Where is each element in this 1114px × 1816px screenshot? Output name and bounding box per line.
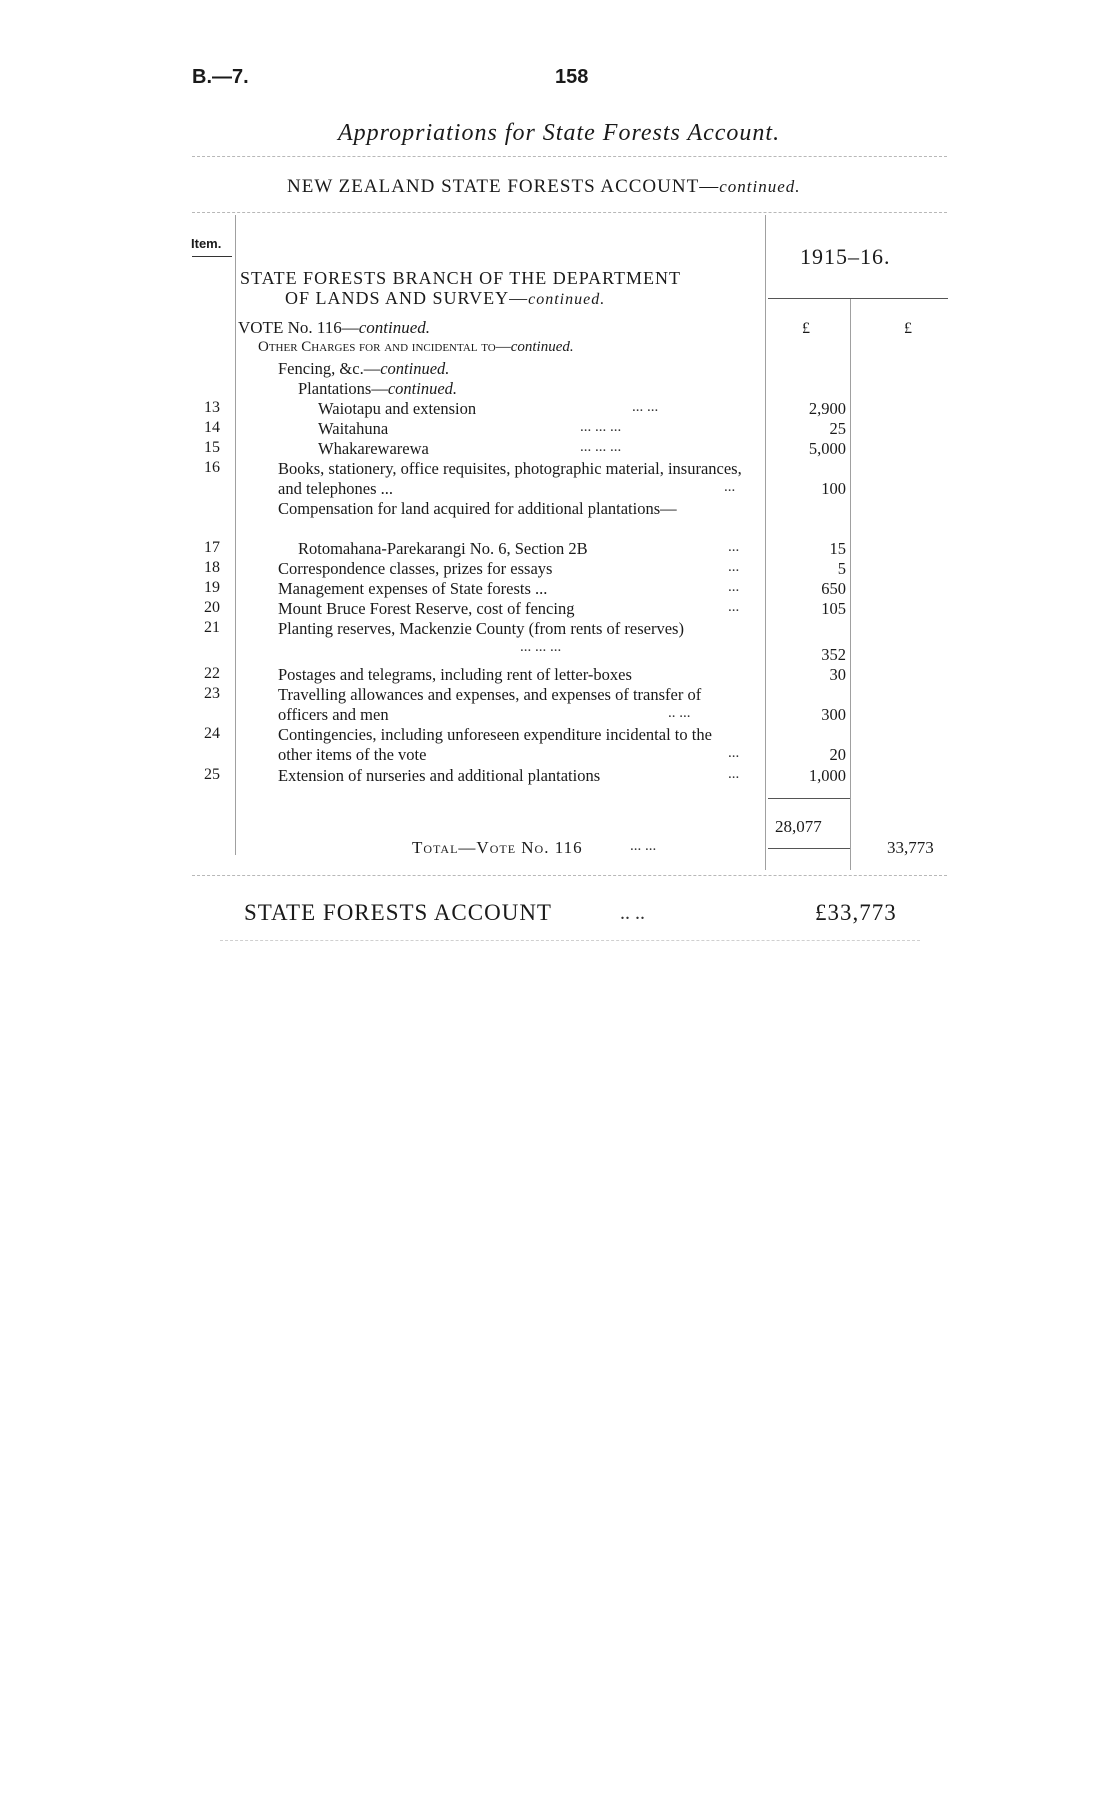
subtotal-rule <box>768 798 850 799</box>
leader-dots: ... <box>728 599 740 615</box>
item-amount: 25 <box>829 419 846 438</box>
leader-dots: ... <box>728 539 740 555</box>
item-amount: 105 <box>821 599 846 618</box>
leader-dots: ... ... ... <box>580 439 622 455</box>
divider-table-bottom <box>192 875 947 876</box>
total-leader-dots: ... ... <box>630 838 657 854</box>
document-reference: B.—7. <box>192 66 249 88</box>
year-header-underline <box>768 298 948 299</box>
item-label: Planting reserves, Mackenzie County (from rents of reserves) <box>278 619 684 638</box>
account-total-leader: .. .. <box>620 902 645 924</box>
divider-top <box>192 156 947 157</box>
divider-table-top <box>192 212 947 213</box>
item-amount: 352 <box>821 645 846 664</box>
compensation-heading: Compensation for land acquired for additional plantations— <box>278 499 677 518</box>
item-label: Waitahuna <box>318 419 389 438</box>
item-number: 22 <box>204 665 220 682</box>
item-number: 24 <box>204 725 220 742</box>
item-number: 16 <box>204 459 220 476</box>
account-total-label: STATE FORESTS ACCOUNT <box>244 900 552 925</box>
leader-dots: ... <box>724 479 736 495</box>
item-number: 17 <box>204 539 220 556</box>
item-amount: 1,000 <box>808 766 846 785</box>
item-amount: 100 <box>821 479 846 498</box>
item-number: 13 <box>204 399 220 416</box>
item-label: Books, stationery, office requisites, photographic material, insurances, and telephones ... <box>278 459 742 498</box>
leader-dots: ... ... <box>632 399 659 415</box>
account-heading: NEW ZEALAND STATE FORESTS ACCOUNT—continued. <box>287 176 801 197</box>
section-heading-line2: OF LANDS AND SURVEY—continued. <box>285 288 606 308</box>
item-amount: 5 <box>837 559 846 578</box>
currency-header-1: £ <box>802 320 810 337</box>
item-label: Management expenses of State forests ... <box>278 579 548 598</box>
item-number: 14 <box>204 419 220 436</box>
other-charges-heading: Other Charges for and incidental to—continued. <box>258 339 574 355</box>
item-label: Correspondence classes, prizes for essays <box>278 559 553 578</box>
item-number: 15 <box>204 439 220 456</box>
item-amount: 2,900 <box>808 399 846 418</box>
item-label: Extension of nurseries and additional plantations <box>278 766 601 785</box>
item-label: Travelling allowances and expenses, and expenses of transfer of officers and men <box>278 685 702 724</box>
item-number: 21 <box>204 619 220 636</box>
leader-dots: ... <box>728 766 740 782</box>
subtotal-amount: 28,077 <box>775 817 822 836</box>
divider-bottom <box>220 940 920 941</box>
item-number: 20 <box>204 599 220 616</box>
currency-header-2: £ <box>904 320 912 337</box>
item-number: 23 <box>204 685 220 702</box>
item-amount: 300 <box>821 705 846 724</box>
item-header-underline <box>192 256 232 257</box>
item-amount: 15 <box>829 539 846 558</box>
subtotal-column-rule <box>850 298 851 870</box>
item-number: 18 <box>204 559 220 576</box>
leader-dots: ... <box>728 559 740 575</box>
leader-dots: ... ... ... <box>580 419 622 435</box>
item-label: Rotomahana-Parekarangi No. 6, Section 2B <box>298 539 588 558</box>
plantations-heading: Plantations—continued. <box>298 379 458 398</box>
item-amount: 5,000 <box>808 439 846 458</box>
item-amount: 20 <box>829 745 846 764</box>
page-title: Appropriations for State Forests Account. <box>338 120 781 146</box>
amount-column-rule <box>765 215 766 870</box>
item-amount: 650 <box>821 579 846 598</box>
leader-dots: ... <box>728 579 740 595</box>
total-rule <box>768 848 850 849</box>
leader-dots: ... <box>728 745 740 761</box>
item-number: 25 <box>204 766 220 783</box>
item-label: Contingencies, including unforeseen expenditure incidental to the other items of the vote <box>278 725 712 764</box>
vote-heading: VOTE No. 116—continued. <box>238 318 431 337</box>
fencing-heading: Fencing, &c.—continued. <box>278 359 450 378</box>
item-column-header: Item. <box>191 236 222 251</box>
year-header: 1915–16. <box>800 244 891 269</box>
page-number: 158 <box>555 66 589 88</box>
item-column-rule <box>235 215 236 855</box>
item-number: 19 <box>204 579 220 596</box>
leader-dots: .. ... <box>668 705 691 721</box>
item-label: Postages and telegrams, including rent of letter-boxes <box>278 665 632 684</box>
item-label: Waiotapu and extension <box>318 399 477 418</box>
item-label: Whakarewarewa <box>318 439 429 458</box>
total-amount: 33,773 <box>887 838 934 857</box>
item-label: Mount Bruce Forest Reserve, cost of fencing <box>278 599 575 618</box>
account-total-amount: £33,773 <box>815 900 897 925</box>
total-label: Total—Vote No. 116 <box>412 838 583 857</box>
leader-dots: ... ... ... <box>520 639 562 655</box>
section-heading-line1: STATE FORESTS BRANCH OF THE DEPARTMENT <box>240 268 682 288</box>
item-amount: 30 <box>829 665 846 684</box>
